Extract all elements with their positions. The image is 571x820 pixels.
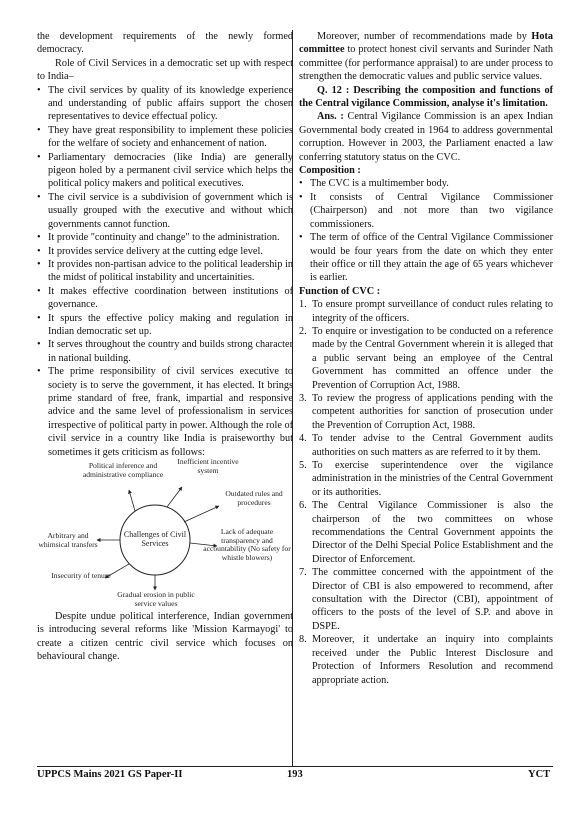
composition-bullet-text: The CVC is a multimember body. bbox=[310, 178, 449, 190]
footer-rule bbox=[37, 766, 553, 767]
function-number: 6. bbox=[299, 500, 307, 512]
intro-text: the development requirements of the newly formed democracy. bbox=[37, 31, 293, 56]
function-number: 8. bbox=[299, 634, 307, 646]
arrow-inefficient bbox=[167, 487, 182, 507]
page-number: 193 bbox=[287, 769, 303, 780]
role-bullet bbox=[37, 151, 293, 191]
function-text: To review the progress of applications pending with the competent authorities for sanction of prosecution under the Prevention of Corruption Act, 1988. bbox=[312, 392, 553, 431]
label-erosion: Gradual erosion in public service values bbox=[117, 590, 195, 608]
bullet-glyph: • bbox=[299, 178, 303, 190]
function-number: 1. bbox=[299, 299, 307, 311]
bullet-glyph: • bbox=[37, 312, 41, 324]
role-bullet-text: It makes effective coordination between institutions of governance. bbox=[48, 285, 293, 311]
bullet-glyph: • bbox=[37, 366, 41, 378]
function-item bbox=[299, 566, 553, 633]
function-text: To exercise superintendence over the vigilance administration in the ministries of the Central Government or its authorities. bbox=[312, 460, 553, 498]
function-number: 4. bbox=[299, 433, 307, 445]
label-political: Political inference and administrative compliance bbox=[82, 461, 164, 479]
role-bullet-text: It provides non-partisan advice to the political leadership in the midst of political instability and uncertainities. bbox=[48, 258, 293, 284]
role-bullet-text: They have great responsibility to implement these policies for the welfare of society and enhancement of nation. bbox=[48, 124, 293, 150]
role-paragraph: Role of Civil Services in a democratic set up with respect to India– bbox=[37, 57, 293, 83]
function-item bbox=[299, 432, 553, 459]
arrow-outdated bbox=[184, 506, 219, 522]
function-item bbox=[299, 392, 553, 432]
role-bullet bbox=[37, 245, 293, 258]
function-number: 2. bbox=[299, 325, 307, 337]
bullet-glyph: • bbox=[37, 124, 41, 136]
function-item bbox=[299, 633, 553, 687]
bullet-glyph: • bbox=[299, 232, 303, 244]
bullet-glyph: • bbox=[37, 339, 41, 351]
function-number: 7. bbox=[299, 567, 307, 579]
moreover-text-rest: to protect honest civil servants and Surinder Nath committee (for performance appraisal) to are under process to strengthen the democratic values and public service values. bbox=[299, 44, 553, 83]
function-number: 3. bbox=[299, 392, 307, 404]
composition-heading: Composition : bbox=[299, 165, 361, 177]
bullet-glyph: • bbox=[37, 232, 41, 244]
function-number: 5. bbox=[299, 460, 307, 471]
role-bullet bbox=[37, 338, 293, 365]
answer-label: Ans. : bbox=[317, 111, 344, 123]
role-bullet bbox=[37, 312, 293, 339]
function-heading: Function of CVC : bbox=[299, 285, 381, 297]
function-text: Moreover, it undertake an inquiry into complaints received under the Public Interest Disclosure and Protection of Informers Resolution and recommend appropriate action. bbox=[312, 634, 553, 686]
role-bullet bbox=[37, 84, 293, 124]
bullet-glyph: • bbox=[37, 285, 41, 297]
label-lack: Lack of adequate transparency and accountability (No safety for whistle blowers) bbox=[203, 527, 291, 562]
role-bullet-text: The prime responsibility of civil services executive to society is to serve the government, it has elected. It brings prime standard of free, frank, impartial and responsive advice and the same level of professionalism in services irrespective of political party in power. Although the role of civil service in a country like India is praiseworthy but sometimes it gets criticism as follows: bbox=[48, 366, 293, 458]
bullet-glyph: • bbox=[37, 151, 41, 163]
bullet-glyph: • bbox=[37, 191, 41, 203]
role-bullet bbox=[37, 124, 293, 151]
arrow-political bbox=[129, 490, 135, 511]
label-arbitrary: Arbitrary and whimsical transfers bbox=[38, 531, 98, 549]
label-center: Challenges of Civil Services bbox=[123, 530, 187, 549]
function-item bbox=[299, 298, 553, 325]
bullet-glyph: • bbox=[37, 84, 41, 96]
function-text: The Central Vigilance Commissioner is also the chairperson of the two committees on whose recommendations the Central Government appoints the Director of the Delhi Special Police Establishment and the Director of Enforcement. bbox=[312, 500, 553, 565]
challenges-diagram bbox=[37, 457, 293, 610]
moreover-paragraph bbox=[299, 30, 553, 84]
bullet-glyph: • bbox=[37, 245, 41, 257]
role-bullet-text: It serves throughout the country and builds strong character in national building. bbox=[48, 339, 293, 364]
role-bullet bbox=[37, 231, 293, 244]
role-bullet-list bbox=[37, 84, 293, 459]
composition-bullet-text: It consists of Central Vigilance Commissioner (Chairperson) and not more than two vigilance commissioners. bbox=[310, 191, 553, 230]
moreover-text: Moreover, number of recommendations made by bbox=[317, 31, 532, 42]
role-bullet-text: The civil services by quality of its knowledge experience and understanding of public affairs support the chosen representatives to device effectual policy. bbox=[48, 84, 293, 123]
role-bullet bbox=[37, 365, 293, 459]
closing-paragraph: Despite undue political interference, Indian government is introducing several reforms like 'Mission Karmayogi' to create a citizen centric civil service which focuses on behavioural change. bbox=[37, 611, 293, 663]
role-bullet-text: It provide "continuity and change" to the administration. bbox=[48, 232, 280, 244]
composition-bullet bbox=[299, 191, 553, 231]
label-outdated: Outdated rules and procedures bbox=[225, 489, 283, 507]
role-bullet-text: It spurs the effective policy making and regulation in Indian democratic set up. bbox=[48, 312, 293, 337]
function-item bbox=[299, 499, 553, 566]
function-text: To tender advise to the Central Government audits authorities on such matters as are referred to it by them. bbox=[312, 433, 553, 458]
role-bullet bbox=[37, 258, 293, 285]
right-column bbox=[299, 30, 553, 687]
function-item bbox=[299, 459, 553, 499]
composition-bullet bbox=[299, 177, 553, 190]
function-text: The committee concerned with the appointment of the Director of CBI is also empowered to recommend, after consultation with the Director (CBI), appointment of officers to the posts of the level of S.P. and above in DSPE. bbox=[312, 567, 553, 632]
role-bullet-text: Parliamentary democracies (like India) are generally pigeon holed by a permanent civil service which helps the political policy makers and political executives. bbox=[48, 151, 293, 190]
role-bullet-text: It provides service delivery at the cutting edge level. bbox=[48, 245, 263, 257]
hota-committee: Hota committee bbox=[299, 31, 553, 56]
bullet-glyph: • bbox=[37, 258, 41, 270]
function-text: To ensure prompt surveillance of conduct rules relating to integrity of the officers. bbox=[312, 299, 553, 324]
role-bullet bbox=[37, 285, 293, 312]
label-inefficient: Inefficient incentive system bbox=[177, 457, 239, 475]
answer-paragraph bbox=[299, 110, 553, 164]
left-column bbox=[37, 30, 293, 664]
composition-list bbox=[299, 177, 553, 284]
answer-text: Central Vigilance Commission is an apex Indian Governmental body created in 1964 to address governmental corruption. However in 2003, the Parliament enacted a law conferring statutory status on the CVC. bbox=[299, 111, 553, 163]
label-insecurity: Insecurity of tenure bbox=[51, 571, 111, 580]
function-list bbox=[299, 298, 553, 687]
composition-bullet-text: The term of office of the Central Vigilance Commissioner would be four years from the date on which they enter their office or till they attain the age of 65 years whichever is earlier. bbox=[310, 232, 553, 284]
footer-brand: YCT bbox=[528, 769, 551, 780]
bullet-glyph: • bbox=[299, 191, 303, 203]
question-heading: Q. 12 : Describing the composition and functions of the Central vigilance Commission, analyse it's limitation. bbox=[299, 84, 553, 110]
footer-title: UPPCS Mains 2021 GS Paper-II bbox=[37, 769, 183, 780]
role-bullet-text: The civil service is a subdivision of government which is usually grouped with the executive and without which governments cannot function. bbox=[48, 191, 293, 230]
function-text: To enquire or investigation to be conducted on a reference made by the Central Government wherein it is alleged that a public servant being an employee of the Central Government has committed an offence under the Prevention of Corruption Act, 1988. bbox=[312, 325, 553, 391]
function-item bbox=[299, 325, 553, 392]
composition-bullet bbox=[299, 231, 553, 285]
role-bullet bbox=[37, 191, 293, 231]
